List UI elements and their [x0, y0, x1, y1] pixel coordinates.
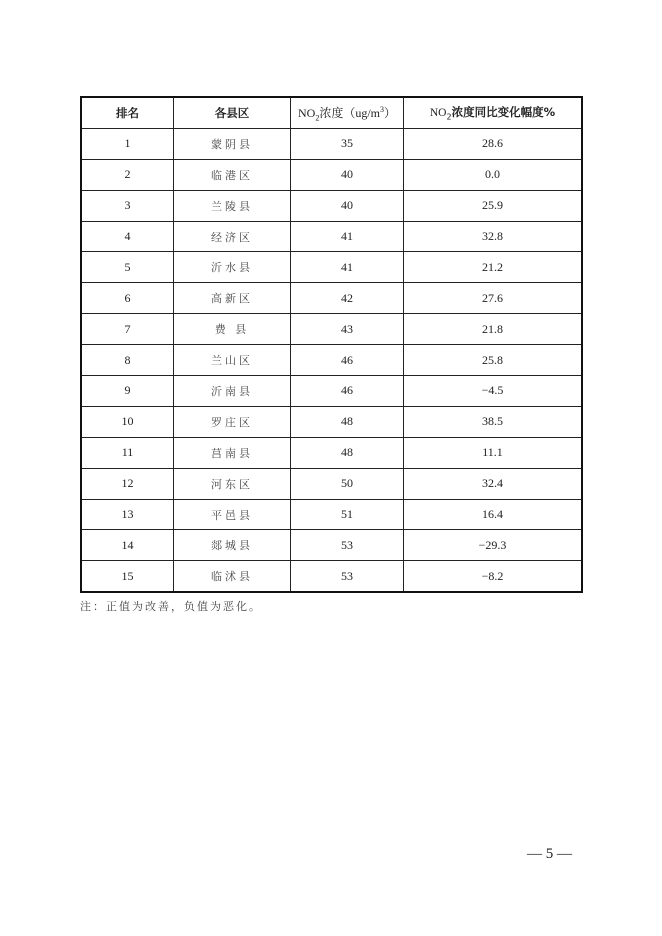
- district-cell: 罗庄区: [174, 406, 291, 437]
- header-concentration: $NO_2$浓度$(ug/m^3)$: [291, 97, 404, 128]
- table-row: [81, 283, 582, 314]
- table-row: [81, 376, 582, 407]
- table-row: [81, 190, 582, 221]
- rank-cell: 15: [81, 561, 174, 592]
- district-cell: 兰山区: [174, 345, 291, 376]
- table-row: [81, 345, 582, 376]
- change-cell: 27.6: [404, 283, 583, 314]
- concentration-cell: 50: [291, 468, 404, 499]
- table-row: [81, 437, 582, 468]
- district-cell: 莒南县: [174, 437, 291, 468]
- change-cell: −29.3: [404, 530, 583, 561]
- district-cell: 沂水县: [174, 252, 291, 283]
- change-cell: 25.8: [404, 345, 583, 376]
- concentration-cell: 40: [291, 190, 404, 221]
- concentration-cell: 40: [291, 159, 404, 190]
- change-cell: −4.5: [404, 376, 583, 407]
- table-row: [81, 499, 582, 530]
- rank-cell: 1: [81, 128, 174, 159]
- district-cell: 兰陵县: [174, 190, 291, 221]
- rank-cell: 2: [81, 159, 174, 190]
- concentration-cell: 41: [291, 221, 404, 252]
- change-cell: 25.9: [404, 190, 583, 221]
- header-change: $NO_2$浓度同比变化幅度%: [404, 97, 583, 128]
- concentration-cell: 48: [291, 437, 404, 468]
- district-cell: 经济区: [174, 221, 291, 252]
- district-cell: 临沭县: [174, 561, 291, 592]
- change-cell: 21.2: [404, 252, 583, 283]
- table-row: [81, 252, 582, 283]
- table-row: [81, 314, 582, 345]
- concentration-cell: 46: [291, 345, 404, 376]
- concentration-cell: 43: [291, 314, 404, 345]
- district-cell: 蒙阴县: [174, 128, 291, 159]
- table-row: [81, 561, 582, 592]
- no2-ranking-table: [80, 96, 583, 593]
- table-row: [81, 128, 582, 159]
- table-note: 注：正值为改善，负值为恶化。: [80, 600, 262, 613]
- change-cell: 21.8: [404, 314, 583, 345]
- header-rank: 排名: [81, 97, 174, 128]
- table-row: [81, 406, 582, 437]
- change-cell: 16.4: [404, 499, 583, 530]
- concentration-cell: 51: [291, 499, 404, 530]
- change-cell: 28.6: [404, 128, 583, 159]
- rank-cell: 7: [81, 314, 174, 345]
- district-cell: 临港区: [174, 159, 291, 190]
- concentration-cell: 53: [291, 530, 404, 561]
- district-cell: 沂南县: [174, 376, 291, 407]
- change-cell: 32.4: [404, 468, 583, 499]
- rank-cell: 8: [81, 345, 174, 376]
- header-district: 各县区: [174, 97, 291, 128]
- rank-cell: 14: [81, 530, 174, 561]
- rank-cell: 6: [81, 283, 174, 314]
- change-cell: 32.8: [404, 221, 583, 252]
- table-row: [81, 530, 582, 561]
- rank-cell: 3: [81, 190, 174, 221]
- change-cell: −8.2: [404, 561, 583, 592]
- district-cell: 费 县: [174, 314, 291, 345]
- table-row: [81, 468, 582, 499]
- concentration-cell: 48: [291, 406, 404, 437]
- concentration-cell: 42: [291, 283, 404, 314]
- table-row: [81, 159, 582, 190]
- table-row: [81, 221, 582, 252]
- district-cell: 郯城县: [174, 530, 291, 561]
- change-cell: 11.1: [404, 437, 583, 468]
- rank-cell: 5: [81, 252, 174, 283]
- change-cell: 0.0: [404, 159, 583, 190]
- concentration-cell: 35: [291, 128, 404, 159]
- concentration-cell: 41: [291, 252, 404, 283]
- change-cell: 38.5: [404, 406, 583, 437]
- district-cell: 河东区: [174, 468, 291, 499]
- page-number: — 5 —: [527, 846, 572, 862]
- rank-cell: 12: [81, 468, 174, 499]
- concentration-cell: 53: [291, 561, 404, 592]
- rank-cell: 11: [81, 437, 174, 468]
- concentration-cell: 46: [291, 376, 404, 407]
- rank-cell: 10: [81, 406, 174, 437]
- table-header-row: [81, 97, 582, 128]
- rank-cell: 4: [81, 221, 174, 252]
- district-cell: 高新区: [174, 283, 291, 314]
- rank-cell: 9: [81, 376, 174, 407]
- rank-cell: 13: [81, 499, 174, 530]
- district-cell: 平邑县: [174, 499, 291, 530]
